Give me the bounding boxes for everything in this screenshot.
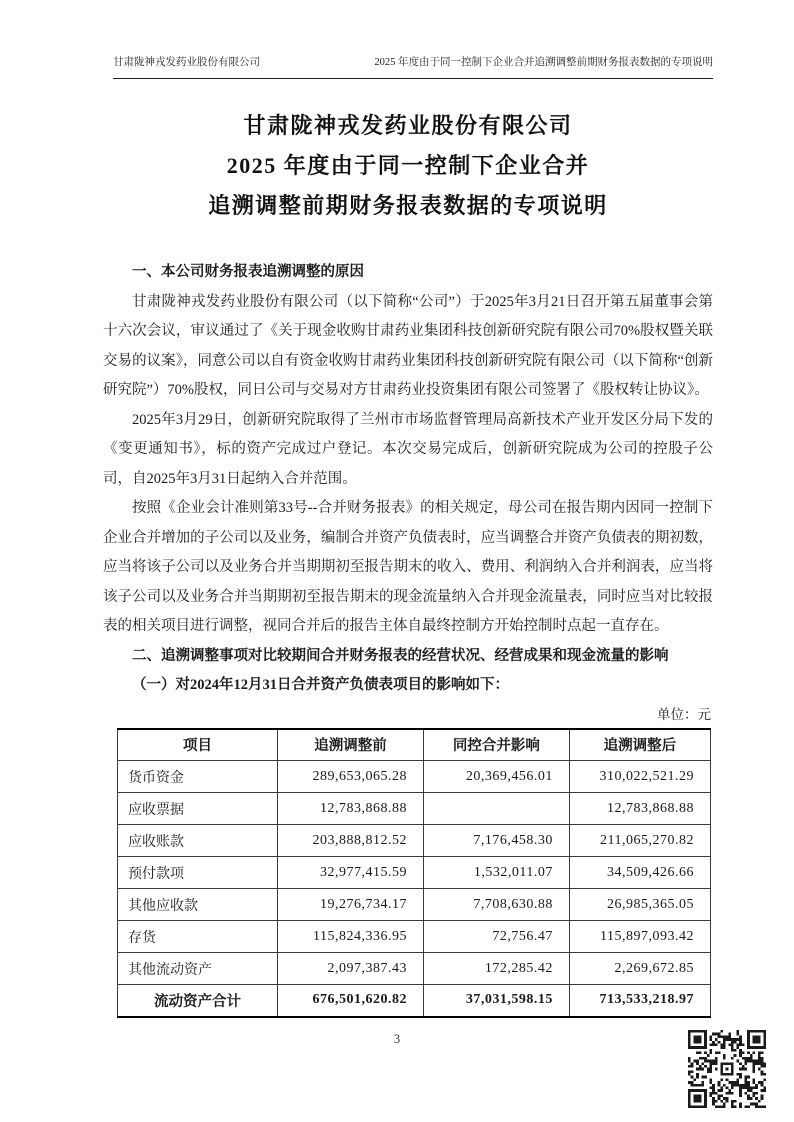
row-value-before: 203,888,812.52 [278, 825, 424, 857]
row-item-label: 货币资金 [118, 761, 278, 793]
total-value-impact: 37,031,598.15 [423, 985, 569, 1017]
table-row [118, 825, 711, 857]
section2-heading: 二、追溯调整事项对比较期间合并财务报表的经营状况、经营成果和现金流量的影响 [132, 647, 669, 664]
table-header-row [118, 729, 711, 761]
table-row [118, 793, 711, 825]
row-value-after: 211,065,270.82 [569, 825, 710, 857]
body-text [103, 258, 713, 726]
document-title [103, 106, 713, 226]
page-number: 3 [393, 1032, 401, 1046]
running-header [113, 54, 713, 69]
row-value-before: 32,977,415.59 [278, 857, 424, 889]
row-value-before: 12,783,868.88 [278, 793, 424, 825]
row-item-label: 应收账款 [118, 825, 278, 857]
row-value-after: 310,022,521.29 [569, 761, 710, 793]
document-title-line1: 甘肃陇神戎发药业股份有限公司 [243, 113, 573, 138]
row-value-after: 34,509,426.66 [569, 857, 710, 889]
row-item-label: 其他应收款 [118, 889, 278, 921]
row-value-after: 115,897,093.42 [569, 921, 710, 953]
row-value-before: 2,097,387.43 [278, 953, 424, 985]
column-header-after: 追溯调整后 [569, 729, 710, 761]
row-value-before: 115,824,336.95 [278, 921, 424, 953]
row-value-after: 26,985,365.05 [569, 889, 710, 921]
row-value-impact: 72,756.47 [423, 921, 569, 953]
row-item-label: 预付款项 [118, 857, 278, 889]
column-header-item: 项目 [118, 729, 278, 761]
table-row [118, 953, 711, 985]
section2-subheading: （一）对2024年12月31日合并资产负债表项目的影响如下： [132, 677, 509, 693]
row-item-label: 其他流动资产 [118, 953, 278, 985]
total-value-before: 676,501,620.82 [278, 985, 424, 1017]
row-value-before: 289,653,065.28 [278, 761, 424, 793]
row-item-label: 应收票据 [118, 793, 278, 825]
paragraph: 按照《企业会计准则第33号--合并财务报表》的相关规定，母公司在报告期内因同一控制下企业合并增加的子公司以及业务，编制合并资产负债表时，应当调整合并资产负债表的期初数，应当将该子公司以及业务合并当期期初至报告期末的收入、费用、利润纳入合并利润表，应当将该子公司以及业务合并当期期初至报告期末的现金流量纳入合并现金流量表，同时应当对比较报表的相关项目进行调整，视同合并后的报告主体自最终控制方开始控制时点起一直存在。 [103, 500, 713, 634]
row-value-impact: 7,176,458.30 [423, 825, 569, 857]
section1-heading: 一、本公司财务报表追溯调整的原因 [132, 264, 364, 280]
row-value-impact: 172,285.42 [423, 953, 569, 985]
row-value-after: 12,783,868.88 [569, 793, 710, 825]
unit-label: 单位：元 [657, 706, 711, 722]
total-value-after: 713,533,218.97 [569, 985, 710, 1017]
paragraph: 2025年3月29日，创新研究院取得了兰州市市场监督管理局高新技术产业开发区分局下发的《变更通知书》，标的资产完成过户登记。本次交易完成后，创新研究院成为公司的控股子公司，自2025年3月31日起纳入合并范围。 [103, 411, 713, 487]
total-row-label: 流动资产合计 [118, 985, 278, 1017]
balance-sheet-impact-table [117, 728, 711, 1018]
row-value-before: 19,276,734.17 [278, 889, 424, 921]
document-title-line2: 2025 年度由于同一控制下企业合并 [226, 153, 590, 178]
table-row [118, 921, 711, 953]
table-row [118, 857, 711, 889]
column-header-impact: 同控合并影响 [423, 729, 569, 761]
row-value-impact: 1,532,011.07 [423, 857, 569, 889]
running-header-doc-title: 2025 年度由于同一控制下企业合并追溯调整前期财务报表数据的专项说明 [374, 57, 713, 68]
table-row [118, 889, 711, 921]
qr-code [688, 1030, 766, 1108]
table-total-row [118, 985, 711, 1017]
row-value-after: 2,269,672.85 [569, 953, 710, 985]
column-header-before: 追溯调整前 [278, 729, 424, 761]
running-header-company: 甘肃陇神戎发药业股份有限公司 [113, 57, 260, 68]
header-rule [113, 78, 713, 79]
row-value-impact: 7,708,630.88 [423, 889, 569, 921]
table-row [118, 761, 711, 793]
paragraph: 甘肃陇神戎发药业股份有限公司（以下简称“公司”）于2025年3月21日召开第五届董事会第十六次会议，审议通过了《关于现金收购甘肃药业集团科技创新研究院有限公司70%股权暨关联交易的议案》，同意公司以自有资金收购甘肃药业集团科技创新研究院有限公司（以下简称“创新研究院”）70%股权，同日公司与交易对方甘肃药业投资集团有限公司签署了《股权转让协议》。 [103, 293, 713, 398]
row-item-label: 存货 [118, 921, 278, 953]
row-value-impact [423, 793, 569, 825]
document-title-line3: 追溯调整前期财务报表数据的专项说明 [208, 193, 608, 218]
row-value-impact: 20,369,456.01 [423, 761, 569, 793]
page-content [103, 106, 713, 1018]
